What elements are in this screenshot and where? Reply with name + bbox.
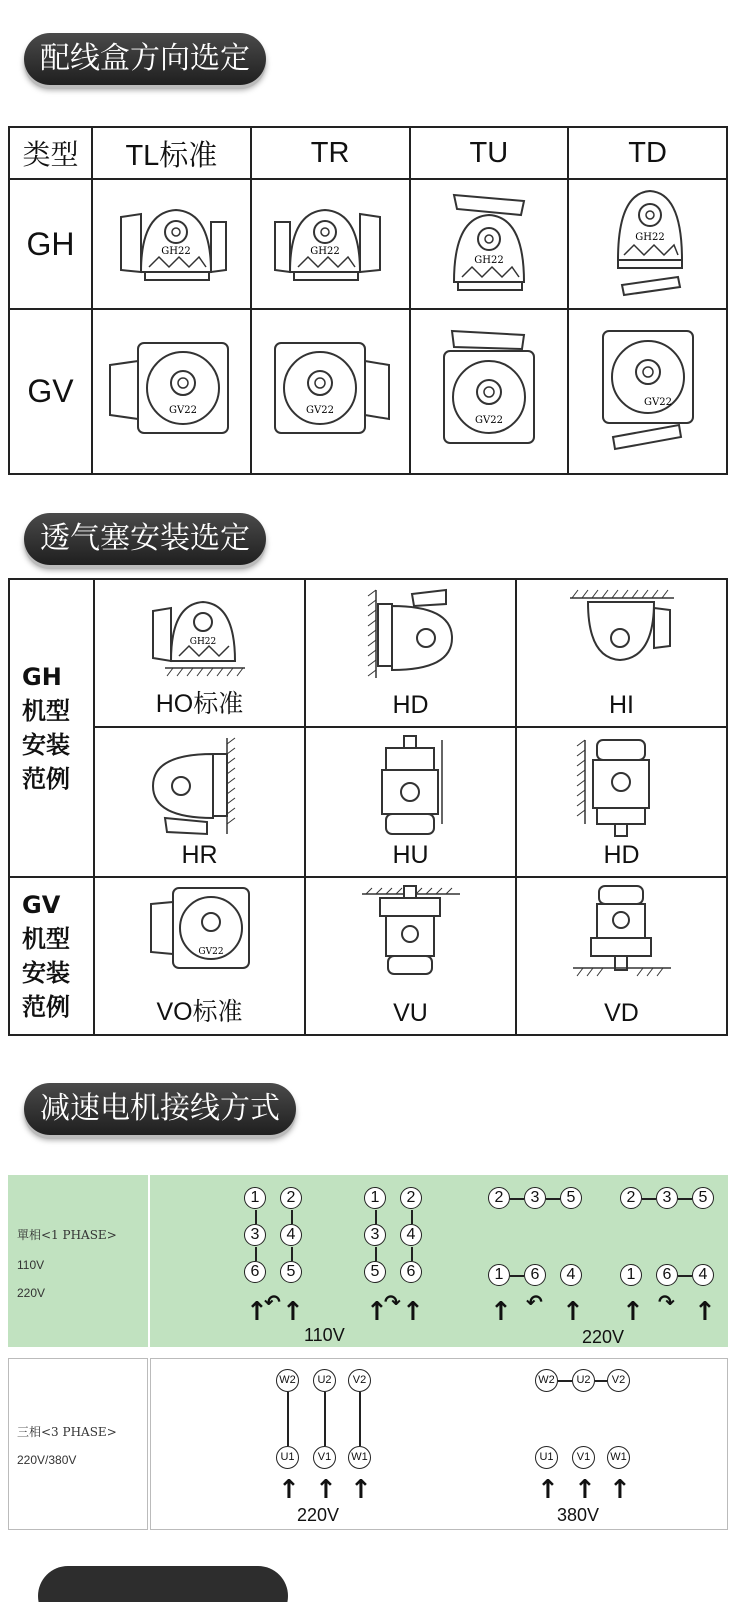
terminal: 1 — [364, 1187, 386, 1209]
terminal: W1 — [348, 1446, 371, 1469]
voltage-label-380: 380V — [557, 1505, 600, 1525]
wire — [546, 1198, 560, 1200]
mount-cell-vo — [94, 877, 305, 1035]
mount-label-vo: VO标准 — [156, 998, 243, 1026]
model-label: GH22 — [310, 246, 340, 257]
terminal: U2 — [313, 1369, 336, 1392]
terminal: 1 — [620, 1264, 642, 1286]
row-label-gv: GV — [9, 309, 92, 474]
motor-image-gv-tu — [410, 309, 569, 474]
terminal: V1 — [313, 1446, 336, 1469]
wire — [255, 1247, 257, 1261]
mount-cell-hd — [305, 579, 516, 727]
model-label: GH22 — [474, 255, 504, 266]
header-type: 类型 — [9, 127, 92, 179]
terminal: 5 — [560, 1187, 582, 1209]
wire — [375, 1210, 377, 1224]
wire — [678, 1275, 692, 1277]
table-row — [9, 309, 727, 474]
motor-image-gv-tl — [92, 309, 251, 474]
next-section-title-partial — [38, 1566, 288, 1602]
wire — [642, 1198, 656, 1200]
gv-motor-icon — [106, 335, 236, 445]
model-label: GV22 — [197, 947, 224, 957]
terminal: 6 — [656, 1264, 678, 1286]
wire — [255, 1210, 257, 1224]
model-label: GH22 — [161, 246, 192, 257]
gh-motor-icon — [145, 586, 255, 686]
gv-motor-icon — [424, 327, 554, 452]
wire — [324, 1392, 326, 1446]
wire — [287, 1392, 289, 1446]
mount-label-vd: VD — [604, 999, 639, 1027]
rotate-cw-icon: ↷ — [658, 1290, 675, 1314]
table-row — [9, 127, 727, 179]
terminal: 4 — [692, 1264, 714, 1286]
terminal: 3 — [364, 1224, 386, 1246]
arrow-up-icon: ↑ — [622, 1297, 644, 1327]
terminal: 6 — [400, 1261, 422, 1283]
voltage-label-220: 220V — [582, 1327, 625, 1347]
model-label: GV22 — [169, 404, 198, 416]
wire — [411, 1247, 413, 1261]
wire — [359, 1392, 361, 1446]
single-phase-v2: 220V — [17, 1286, 46, 1300]
arrow-up-icon: ↑ — [350, 1475, 372, 1505]
table-row — [9, 877, 727, 1035]
three-phase-diagram — [150, 1358, 728, 1530]
motor-image-gh-tr — [251, 179, 410, 309]
motor-vertical-icon — [356, 734, 466, 844]
three-phase-label-cell — [8, 1358, 148, 1530]
motor-vertical-icon — [356, 884, 466, 984]
terminal: W1 — [607, 1446, 630, 1469]
wire — [510, 1198, 524, 1200]
terminal: 1 — [488, 1264, 510, 1286]
terminal: 3 — [524, 1187, 546, 1209]
wire — [510, 1275, 524, 1277]
model-label: GV22 — [306, 404, 335, 416]
terminal: 4 — [280, 1224, 302, 1246]
header-tu: TU — [410, 127, 569, 179]
gv-motor-icon — [583, 327, 713, 452]
gh-motor-icon — [429, 187, 549, 297]
mount-label-hd-vertical: HD — [603, 841, 640, 869]
section-title-wiring-box: 配线盒方向选定 — [24, 33, 266, 85]
mount-label-hr: HR — [181, 841, 218, 869]
arrow-up-icon: ↑ — [537, 1475, 559, 1505]
arrow-up-icon: ↑ — [574, 1475, 596, 1505]
single-phase-diagram — [150, 1175, 728, 1347]
terminal: W2 — [276, 1369, 299, 1392]
gv-motor-icon — [145, 884, 255, 984]
arrow-up-icon: ↑ — [278, 1475, 300, 1505]
mount-cell-hu — [305, 727, 516, 877]
voltage-label-220: 220V — [297, 1505, 340, 1525]
table-row — [9, 579, 727, 727]
model-label: GV22 — [474, 415, 503, 426]
model-label: GH22 — [189, 637, 216, 647]
single-phase-v1: 110V — [17, 1258, 45, 1272]
gh-motor-icon — [588, 185, 708, 300]
three-phase-label: 三相<3 PHASE> — [17, 1425, 117, 1439]
rotate-cw-icon: ↷ — [384, 1290, 401, 1314]
arrow-up-icon: ↑ — [282, 1297, 304, 1327]
gh-mount-label: GH 机型 安装 范例 — [9, 579, 94, 877]
mount-cell-hd2 — [516, 727, 727, 877]
header-tl: TL标准 — [92, 127, 251, 179]
table-row — [9, 727, 727, 877]
terminal: 4 — [400, 1224, 422, 1246]
rotate-ccw-icon: ↶ — [264, 1290, 281, 1314]
rotate-ccw-icon: ↶ — [526, 1290, 543, 1314]
section-title-breather: 透气塞安装选定 — [24, 513, 266, 565]
motor-image-gv-td — [568, 309, 727, 474]
terminal: V2 — [348, 1369, 371, 1392]
voltage-label-110: 110V — [304, 1325, 345, 1345]
model-label: GV22 — [643, 397, 672, 408]
wire — [291, 1247, 293, 1261]
arrow-up-icon: ↑ — [402, 1297, 424, 1327]
terminal: U2 — [572, 1369, 595, 1392]
terminal: U1 — [276, 1446, 299, 1469]
wire — [595, 1380, 607, 1382]
terminal: V1 — [572, 1446, 595, 1469]
mount-label-vu: VU — [393, 999, 428, 1027]
row-label-gh: GH — [9, 179, 92, 309]
terminal: 3 — [244, 1224, 266, 1246]
terminal: 4 — [560, 1264, 582, 1286]
terminal: 2 — [280, 1187, 302, 1209]
gv-mount-label: GV 机型 安装 范例 — [9, 877, 94, 1035]
gh-motor-icon — [270, 192, 390, 292]
terminal: W2 — [535, 1369, 558, 1392]
mount-label-ho: HO标准 — [155, 690, 244, 718]
terminal: 2 — [488, 1187, 510, 1209]
wiring-box-direction-table — [8, 126, 728, 475]
wire — [375, 1247, 377, 1261]
gh-motor-icon — [356, 586, 466, 686]
mount-cell-vd — [516, 877, 727, 1035]
arrow-up-icon: ↑ — [366, 1297, 388, 1327]
terminal: 5 — [364, 1261, 386, 1283]
mount-cell-hr — [94, 727, 305, 877]
wire — [558, 1380, 572, 1382]
mount-cell-ho — [94, 579, 305, 727]
mount-cell-hi — [516, 579, 727, 727]
mount-label-hd: HD — [392, 691, 429, 719]
arrow-up-icon: ↑ — [694, 1297, 716, 1327]
single-phase-label: 單相<1 PHASE> — [17, 1228, 117, 1242]
arrow-up-icon: ↑ — [609, 1475, 631, 1505]
motor-image-gh-td — [568, 179, 727, 309]
mount-cell-vu — [305, 877, 516, 1035]
wire — [411, 1210, 413, 1224]
motor-vertical-icon — [567, 734, 677, 844]
three-phase-voltage: 220V/380V — [17, 1453, 77, 1467]
terminal: 6 — [244, 1261, 266, 1283]
terminal: 2 — [400, 1187, 422, 1209]
single-phase-label-cell — [8, 1175, 148, 1347]
motor-image-gh-tl — [92, 179, 251, 309]
wire — [678, 1198, 692, 1200]
gh-motor-icon — [562, 586, 682, 686]
arrow-up-icon: ↑ — [562, 1297, 584, 1327]
header-td: TD — [568, 127, 727, 179]
terminal: 6 — [524, 1264, 546, 1286]
arrow-up-icon: ↑ — [246, 1297, 268, 1327]
mount-label-hu: HU — [392, 841, 429, 869]
terminal: 2 — [620, 1187, 642, 1209]
motor-vertical-icon — [567, 884, 677, 984]
terminal: 1 — [244, 1187, 266, 1209]
header-tr: TR — [251, 127, 410, 179]
mount-label-hi: HI — [609, 691, 634, 719]
section-title-wiring-method: 减速电机接线方式 — [24, 1083, 296, 1135]
gv-motor-icon — [265, 335, 395, 445]
motor-image-gv-tr — [251, 309, 410, 474]
terminal: U1 — [535, 1446, 558, 1469]
gh-motor-icon — [145, 734, 255, 844]
terminal: 5 — [280, 1261, 302, 1283]
table-row — [9, 179, 727, 309]
arrow-up-icon: ↑ — [490, 1297, 512, 1327]
model-label: GH22 — [634, 231, 665, 243]
wire — [291, 1210, 293, 1224]
gh-motor-icon — [111, 192, 231, 292]
arrow-up-icon: ↑ — [315, 1475, 337, 1505]
breather-mounting-table — [8, 578, 728, 1036]
motor-image-gh-tu — [410, 179, 569, 309]
terminal: V2 — [607, 1369, 630, 1392]
terminal: 3 — [656, 1187, 678, 1209]
terminal: 5 — [692, 1187, 714, 1209]
